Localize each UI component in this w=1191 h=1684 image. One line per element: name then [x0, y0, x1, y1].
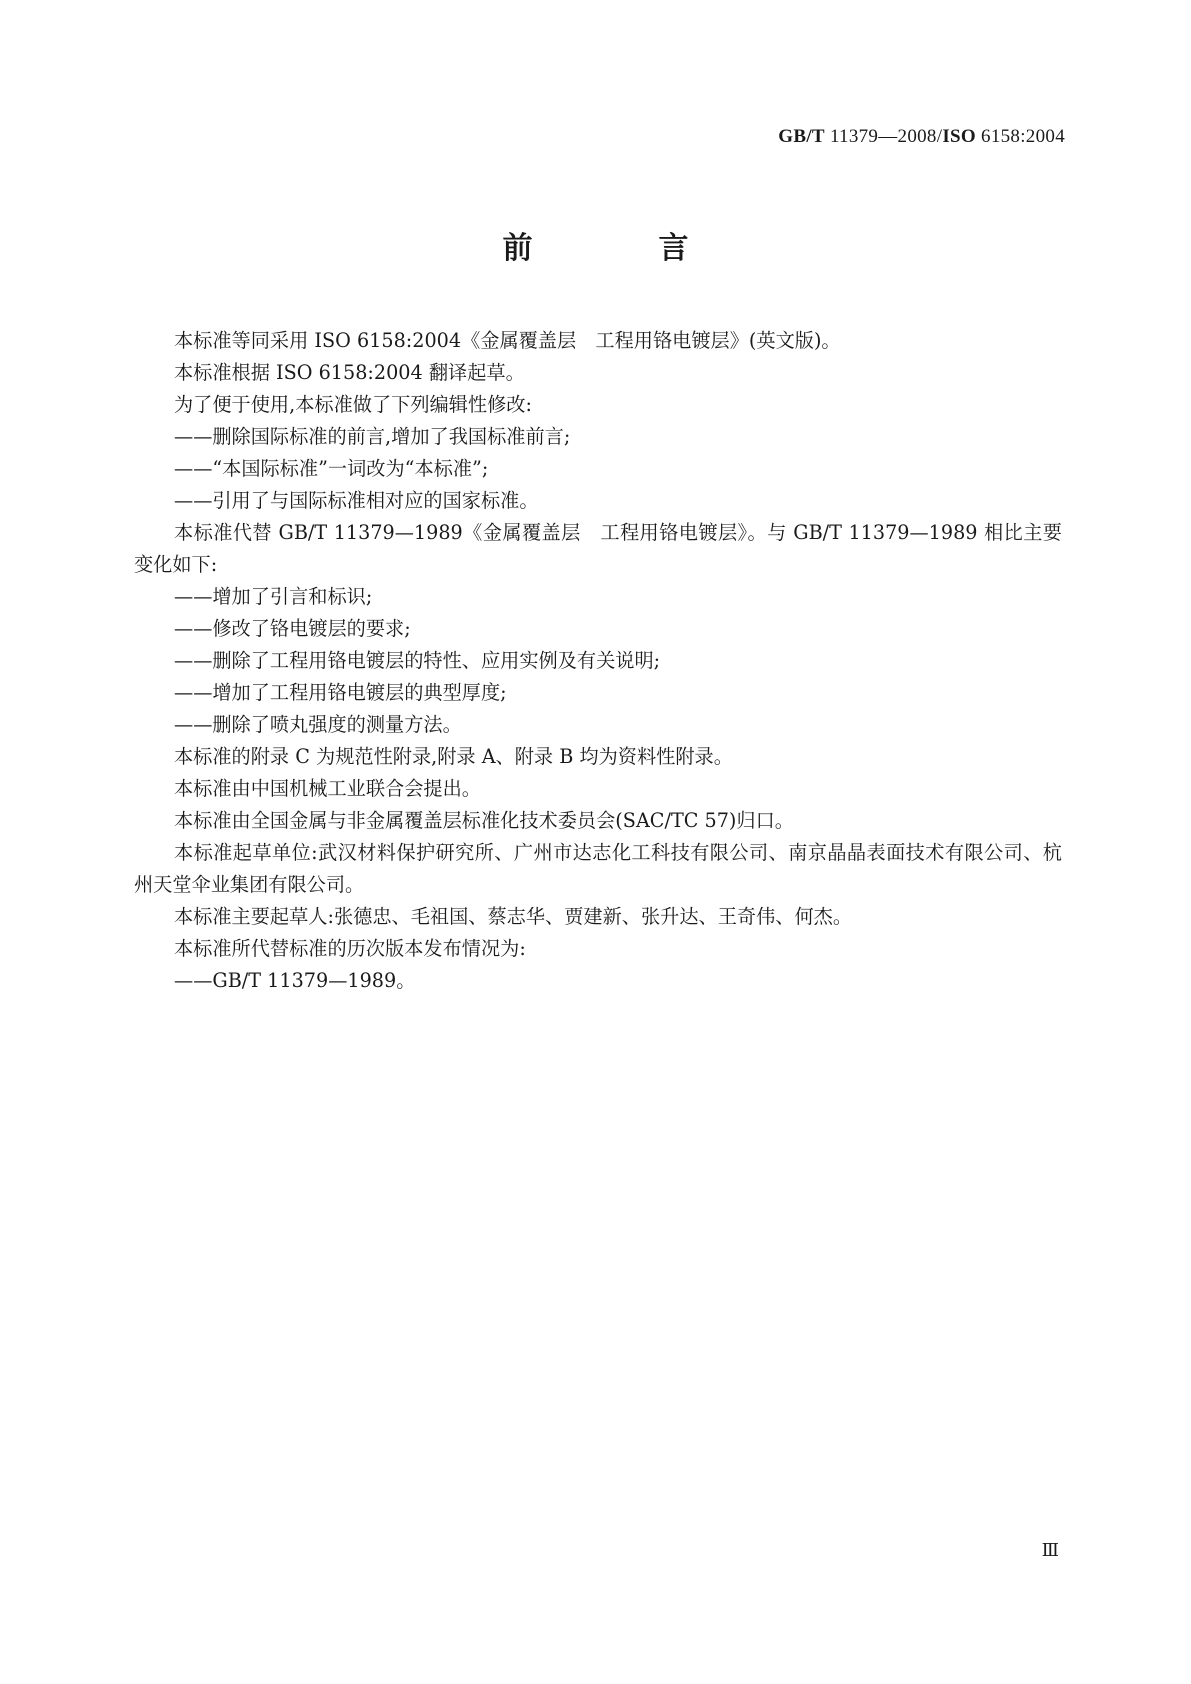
standard-code-prefix: GB/T	[778, 126, 825, 147]
list-item: ——“本国际标准”一词改为“本标准”;	[174, 457, 489, 480]
paragraph-proposer: 本标准由中国机械工业联合会提出。	[174, 777, 481, 800]
standard-code-number: 11379—2008/	[824, 126, 943, 147]
list-item: ——增加了工程用铬电镀层的典型厚度;	[174, 681, 507, 704]
paragraph-adoption: 本标准等同采用 ISO 6158:2004《金属覆盖层 工程用铬电镀层》(英文版)。	[174, 329, 841, 352]
standard-code-header	[778, 126, 1065, 148]
list-item: ——删除了喷丸强度的测量方法。	[174, 713, 462, 736]
page-number: Ⅲ	[1041, 1540, 1059, 1560]
page-title: 前 言	[502, 231, 737, 266]
list-item: ——增加了引言和标识;	[174, 585, 373, 608]
paragraph-editorial-intro: 为了便于使用,本标准做了下列编辑性修改:	[174, 393, 532, 416]
paragraph-annexes: 本标准的附录 C 为规范性附录,附录 A、附录 B 均为资料性附录。	[174, 745, 733, 768]
paragraph-replaces: 本标准代替 GB/T 11379—1989《金属覆盖层 工程用铬电镀层》。与 GB/T 11379—1989 相比主要变化如下:	[134, 521, 1062, 576]
list-item: ——删除了工程用铬电镀层的特性、应用实例及有关说明;	[174, 649, 661, 672]
paragraph-committee: 本标准由全国金属与非金属覆盖层标准化技术委员会(SAC/TC 57)归口。	[174, 809, 794, 832]
list-item: ——引用了与国际标准相对应的国家标准。	[174, 489, 539, 512]
paragraph-history-intro: 本标准所代替标准的历次版本发布情况为:	[174, 937, 526, 960]
foreword-body	[134, 325, 1062, 997]
paragraph-drafting-units: 本标准起草单位:武汉材料保护研究所、广州市达志化工科技有限公司、南京晶晶表面技术有限公司、杭州天堂伞业集团有限公司。	[134, 841, 1062, 896]
list-item: ——删除国际标准的前言,增加了我国标准前言;	[174, 425, 571, 448]
list-item: ——GB/T 11379—1989。	[174, 969, 416, 992]
paragraph-drafters: 本标准主要起草人:张德忠、毛祖国、蔡志华、贾建新、张升达、王奇伟、何杰。	[174, 905, 853, 928]
standard-code-iso: ISO	[942, 126, 976, 147]
standard-code-iso-number: 6158:2004	[975, 126, 1065, 147]
paragraph-translation: 本标准根据 ISO 6158:2004 翻译起草。	[174, 361, 525, 384]
list-item: ——修改了铬电镀层的要求;	[174, 617, 411, 640]
